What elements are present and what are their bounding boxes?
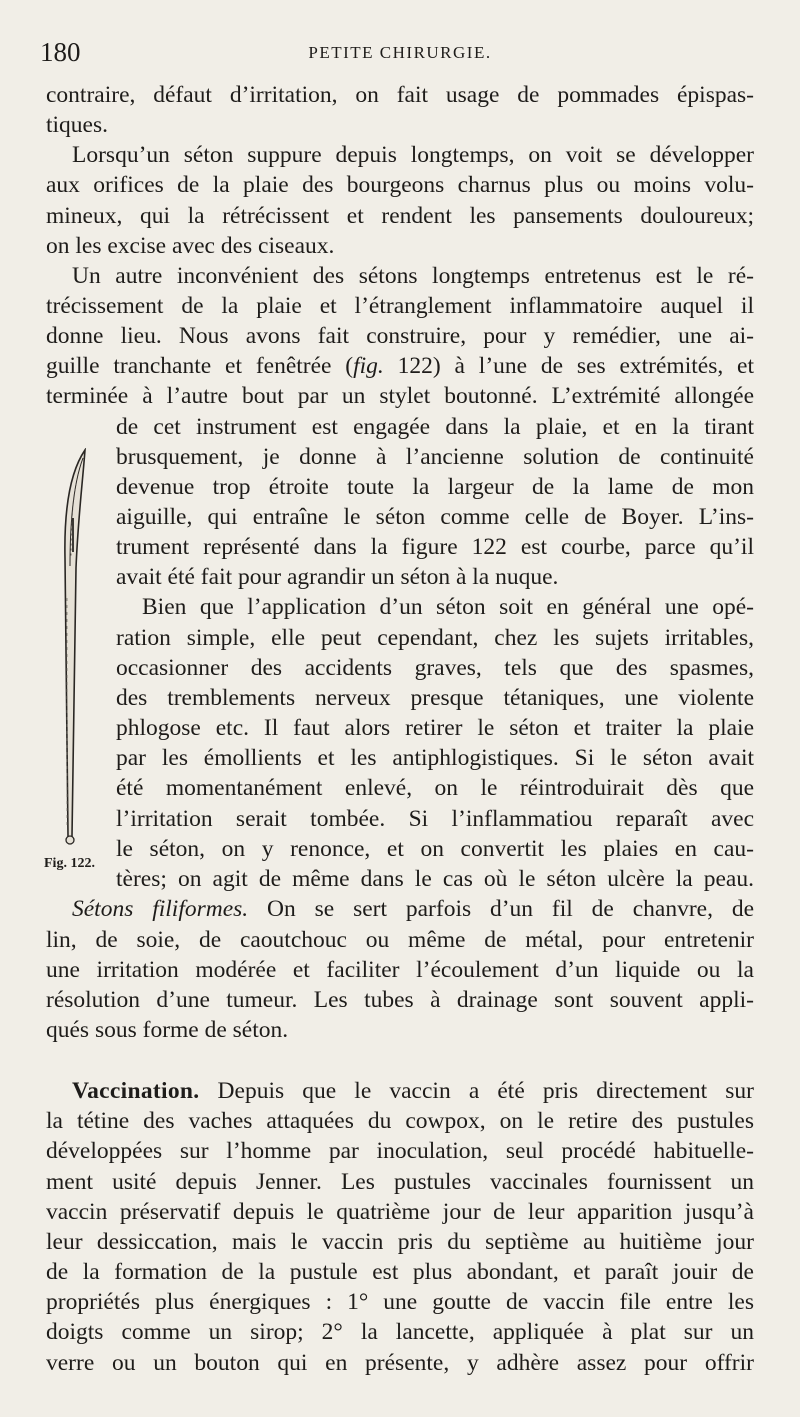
text-line: Un autre inconvénient des sétons longtemps entretenus est le ré- <box>72 263 754 289</box>
text-line: devenue trop étroite toute la largeur de la lame de mon <box>116 474 754 500</box>
text-line: doigts comme un sirop; 2° la lancette, appliquée à plat sur un <box>46 1319 754 1345</box>
section-heading-vaccination: Vaccination. <box>72 1078 200 1104</box>
text-line: Bien que l’application d’un séton soit en général une opé- <box>142 594 754 620</box>
text-line: de la formation de la pustule est plus abondant, et paraît jouir de <box>46 1259 754 1285</box>
page-number: 180 <box>40 37 81 67</box>
text-line-with-heading <box>72 1076 754 1106</box>
page-header <box>40 34 760 70</box>
text-line: par les émollients et les antiphlogistiques. Si le séton avait <box>116 745 754 771</box>
text-line: leur dessiccation, mais le vaccin pris du septième au huitième jour <box>46 1229 754 1255</box>
curved-seton-needle-icon <box>56 448 96 848</box>
text-line: tiques. <box>46 112 109 138</box>
text-line: phlogose etc. Il faut alors retirer le séton et traiter la plaie <box>116 715 754 741</box>
text-line: Lorsqu’un séton suppure depuis longtemps, on voit se développer <box>72 142 754 168</box>
text-line: on les excise avec des ciseaux. <box>46 233 335 259</box>
section-heading-setons-filiformes: Sétons filiformes. <box>72 896 249 922</box>
text-line: résolution d’une tumeur. Les tubes à drainage sont souvent appli- <box>46 987 754 1013</box>
text-line-with-heading <box>72 894 754 924</box>
text-fragment: 122) à l’une de ses extrémités, et <box>383 353 755 379</box>
text-line: aiguille, qui entraîne le séton comme celle de Boyer. L’ins- <box>116 504 754 530</box>
text-line: occasionner des accidents graves, tels que des spasmes, <box>116 655 754 681</box>
text-line: tères; on agit de même dans le cas où le séton ulcère la peau. <box>116 866 754 892</box>
text-line: avait été fait pour agrandir un séton à la nuque. <box>116 564 559 590</box>
running-title: PETITE CHIRURGIE. <box>308 43 492 62</box>
text-line: le séton, on y renonce, et on convertit les plaies en cau- <box>116 836 754 862</box>
text-line: lin, de soie, de caoutchouc ou même de métal, pour entretenir <box>46 927 754 953</box>
text-line: la tétine des vaches attaquées du cowpox, on le retire des pustules <box>46 1108 754 1134</box>
text-line: une irritation modérée et faciliter l’écoulement d’un liquide ou la <box>46 957 754 983</box>
text-line: développées sur l’homme par inoculation, seul procédé habituelle- <box>46 1138 754 1164</box>
figure-label: Fig. 122. <box>44 856 95 871</box>
text-line: de cet instrument est engagée dans la plaie, et en la tirant <box>116 414 754 440</box>
text-line: l’irritation serait tombée. Si l’inflammatiou reparaît avec <box>116 806 754 832</box>
text-fragment: Depuis que le vaccin a été pris directement sur <box>199 1078 754 1104</box>
text-line-with-figure-reference <box>46 351 754 381</box>
text-line: terminée à l’autre bout par un stylet boutonné. L’extrémité allongée <box>46 383 754 409</box>
text-line: ration simple, elle peut cependant, chez les sujets irritables, <box>116 625 754 651</box>
text-line: vaccin préservatif depuis le quatrième jour de leur apparition jusqu’à <box>46 1199 754 1225</box>
text-line: contraire, défaut d’irritation, on fait usage de pommades épispas- <box>46 82 754 108</box>
text-line: verre ou un bouton qui en présente, y adhère assez pour offrir <box>46 1350 754 1376</box>
text-fragment: On se sert parfois d’un fil de chanvre, de <box>248 896 754 922</box>
text-line: ment usité depuis Jenner. Les pustules vaccinales fournissent un <box>46 1169 754 1195</box>
text-line: des tremblements nerveux presque tétaniques, une violente <box>116 685 754 711</box>
text-line: propriétés plus énergiques : 1° une goutte de vaccin file entre les <box>46 1289 754 1315</box>
text-line: donne lieu. Nous avons fait construire, pour y remédier, une ai- <box>46 323 754 349</box>
text-line: trument représenté dans la figure 122 est courbe, parce qu’il <box>116 534 754 560</box>
text-line: qués sous forme de séton. <box>46 1017 289 1043</box>
figure-reference: fig. <box>353 353 384 379</box>
text-line: trécissement de la plaie et l’étranglement inflammatoire auquel il <box>46 293 754 319</box>
text-line: brusquement, je donne à l’ancienne solution de continuité <box>116 444 754 470</box>
text-line: aux orifices de la plaie des bourgeons charnus plus ou moins volu- <box>46 172 754 198</box>
text-line: mineux, qui la rétrécissent et rendent les pansements douloureux; <box>46 203 754 229</box>
text-line: été momentanément enlevé, on le réintroduirait dès que <box>116 775 754 801</box>
text-fragment: guille tranchante et fenêtrée ( <box>46 353 354 379</box>
